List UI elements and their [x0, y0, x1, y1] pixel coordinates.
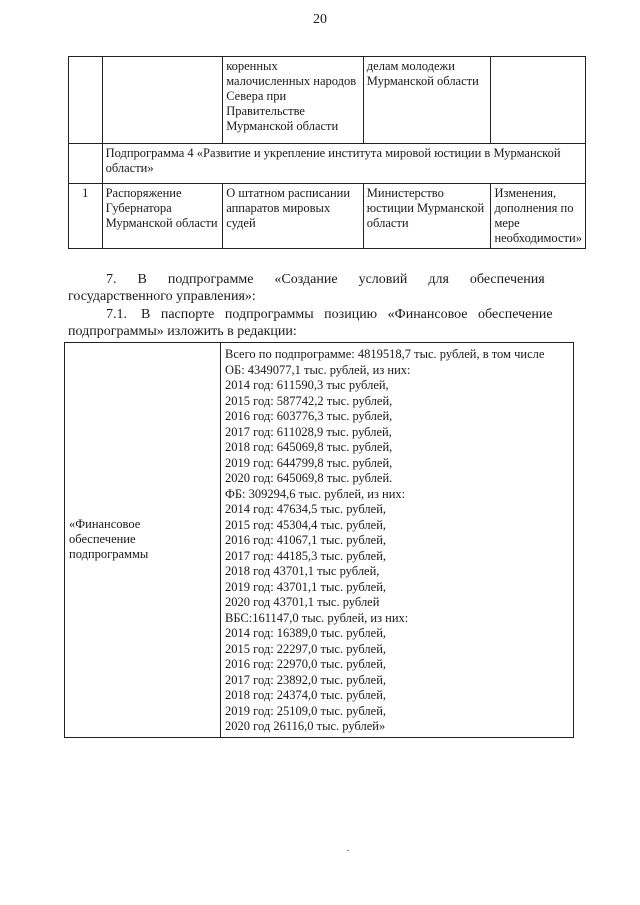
finance-table — [64, 342, 574, 738]
cell-number: 1 — [69, 184, 103, 249]
finance-line: 2016 год: 603776,3 тыс. рублей, — [225, 409, 393, 423]
cell-empty — [69, 144, 103, 184]
cell-note: Изменения, дополнения по мере необходимости» — [491, 184, 586, 249]
finance-line: 2020 год 26116,0 тыс. рублей» — [225, 719, 386, 733]
finance-line: 2017 год: 611028,9 тыс. рублей, — [225, 424, 392, 439]
finance-line: 2017 год: 44185,3 тыс. рублей, — [225, 548, 387, 563]
cell-note — [491, 57, 586, 144]
finance-line: ФБ: 309294,6 тыс. рублей, из них: — [225, 486, 406, 501]
cell-title: О штатном расписании аппаратов мировых судей — [223, 184, 364, 249]
finance-line: 2018 год: 645069,8 тыс. рублей, — [225, 440, 393, 454]
paragraph-7-line-1: 7. В подпрограмме «Создание условий для обеспечения — [106, 272, 545, 287]
finance-line: 2020 год 43701,1 тыс. рублей — [225, 595, 380, 609]
subprogram-heading: Подпрограмма 4 «Развитие и укрепление института мировой юстиции в Мурманской области» — [102, 144, 585, 184]
finance-line: 2017 год: 23892,0 тыс. рублей, — [225, 672, 387, 687]
finance-line: 2016 год: 41067,1 тыс. рублей, — [225, 533, 387, 547]
paragraph-7-1-line-2: подпрограммы» изложить в редакции: — [68, 324, 297, 339]
finance-line: Всего по подпрограмме: 4819518,7 тыс. рублей, в том числе — [225, 347, 545, 361]
finance-line: ВБС:161147,0 тыс. рублей, из них: — [225, 610, 409, 625]
finance-line: 2015 год: 45304,4 тыс. рублей, — [225, 517, 387, 532]
cell-number — [69, 57, 103, 144]
paragraph-7-1 — [68, 306, 586, 340]
table-row — [69, 184, 586, 249]
finance-line: 2018 год 43701,1 тыс рублей, — [225, 564, 380, 578]
finance-values — [221, 343, 574, 738]
finance-line: ОБ: 4349077,1 тыс. рублей, из них: — [225, 362, 411, 377]
finance-line: 2018 год: 24374,0 тыс. рублей, — [225, 688, 387, 702]
finance-line: 2016 год: 22970,0 тыс. рублей, — [225, 657, 387, 671]
cell-document — [102, 57, 223, 144]
finance-line: 2015 год: 22297,0 тыс. рублей, — [225, 641, 387, 656]
cell-executor: делам молодежи Мурманской области — [363, 57, 491, 144]
table-row — [65, 343, 574, 738]
paragraph-7-1-line-1: 7.1. В паспорте подпрограммы позицию «Финансовое обеспечение — [106, 307, 553, 322]
finance-line: 2014 год: 47634,5 тыс. рублей, — [225, 502, 387, 516]
finance-line: 2019 год: 644799,8 тыс. рублей, — [225, 455, 393, 470]
scan-mark — [347, 850, 349, 851]
finance-label: «Финансовое обеспечение подпрограммы — [65, 343, 221, 738]
measures-table — [68, 56, 586, 249]
finance-line: 2019 год: 25109,0 тыс. рублей, — [225, 703, 387, 718]
page-number: 20 — [313, 12, 327, 27]
paragraph-7-line-2: государственного управления»: — [68, 289, 256, 304]
finance-line: 2019 год: 43701,1 тыс. рублей, — [225, 579, 387, 594]
finance-line: 2020 год: 645069,8 тыс. рублей. — [225, 471, 393, 485]
table-row-subprogram — [69, 144, 586, 184]
table-row-continuation — [69, 57, 586, 144]
finance-line: 2014 год: 16389,0 тыс. рублей, — [225, 626, 387, 640]
cell-title: коренных малочисленных народов Севера при Правительстве Мурманской области — [223, 57, 364, 144]
cell-executor: Министерство юстиции Мурманской области — [363, 184, 491, 249]
finance-line: 2015 год: 587742,2 тыс. рублей, — [225, 393, 393, 408]
cell-document: Распоряжение Губернатора Мурманской области — [102, 184, 223, 249]
paragraph-7 — [68, 271, 586, 305]
finance-line: 2014 год: 611590,3 тыс рублей, — [225, 378, 389, 392]
